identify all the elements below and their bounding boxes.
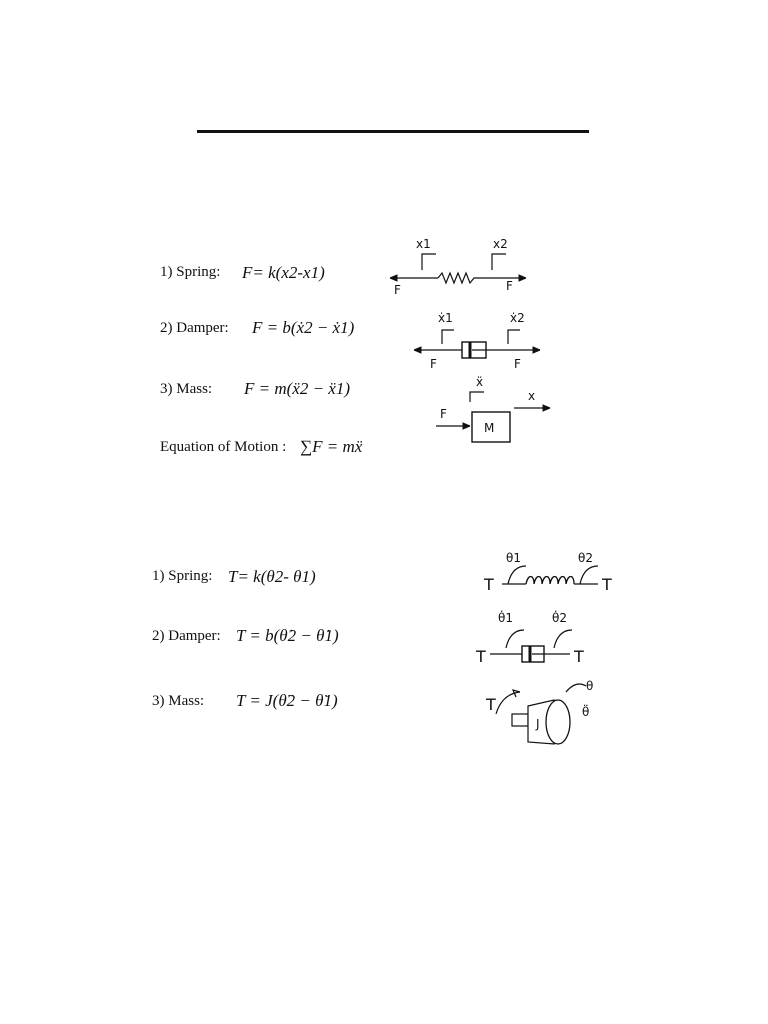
x1-label: x1 (416, 237, 431, 251)
top-rule (197, 130, 589, 133)
spring-sketch (386, 236, 536, 303)
rot-spring-equation: T= k(θ2- θ1) (228, 567, 316, 586)
trans-spring-equation: F= k(x2-x1) (242, 263, 325, 282)
theta2-label: θ2 (578, 551, 593, 565)
theta1-label: θ1 (506, 551, 521, 565)
damper-force-right: F (514, 357, 521, 371)
trans-damper-equation: F = b(ẋ2 − ẋ1) (252, 318, 355, 337)
trans-mass-equation: F = m(ẍ2 − ẍ1) (244, 379, 351, 398)
rot-damper-sketch (474, 608, 614, 677)
motion-label: Equation of Motion : (160, 439, 287, 455)
inertia-label: J (536, 717, 540, 731)
motion-equation: ∑F = mẍ (300, 437, 363, 456)
rot-spring-sketch (480, 548, 620, 613)
xdot1-label: ẋ1 (438, 311, 453, 325)
trans-damper-label: 2) Damper: (160, 320, 229, 336)
damper-sketch (410, 308, 560, 377)
trans-spring-label: 1) Spring: (160, 264, 221, 280)
rot-torque-right: T (602, 575, 612, 594)
trans-mass-label: 3) Mass: (160, 381, 213, 397)
inertia-sketch (482, 670, 612, 755)
rot-damper-equation: T = b(θ̇2 − θ̇1) (236, 626, 339, 645)
mass-box-label: M (484, 421, 495, 435)
rot-mass-label: 3) Mass: (152, 693, 205, 709)
rot-torque-left: T (484, 575, 494, 594)
xdot2-label: ẋ2 (510, 311, 525, 325)
rot-mass-equation: T = J(θ̈2 − θ̈1) (236, 691, 338, 710)
thetaddot-label: θ̈ (582, 705, 590, 719)
damper-force-left: F (430, 357, 437, 371)
mass-sketch (432, 372, 562, 451)
inertia-torque-label: T (486, 695, 496, 714)
x2-label: x2 (493, 237, 508, 251)
force-right-label: F (506, 279, 513, 293)
theta-label: θ (586, 679, 594, 693)
force-left-label: F (394, 283, 401, 297)
rot-damper-torque-right: T (574, 647, 584, 666)
xddot-label: ẍ (476, 375, 484, 389)
rot-damper-torque-left: T (476, 647, 486, 666)
mass-force-label: F (440, 407, 447, 421)
rot-spring-label: 1) Spring: (152, 568, 213, 584)
x-label: x (528, 389, 536, 403)
rot-damper-label: 2) Damper: (152, 628, 221, 644)
thetadot1-label: θ̇1 (498, 611, 513, 625)
thetadot2-label: θ̇2 (552, 611, 567, 625)
